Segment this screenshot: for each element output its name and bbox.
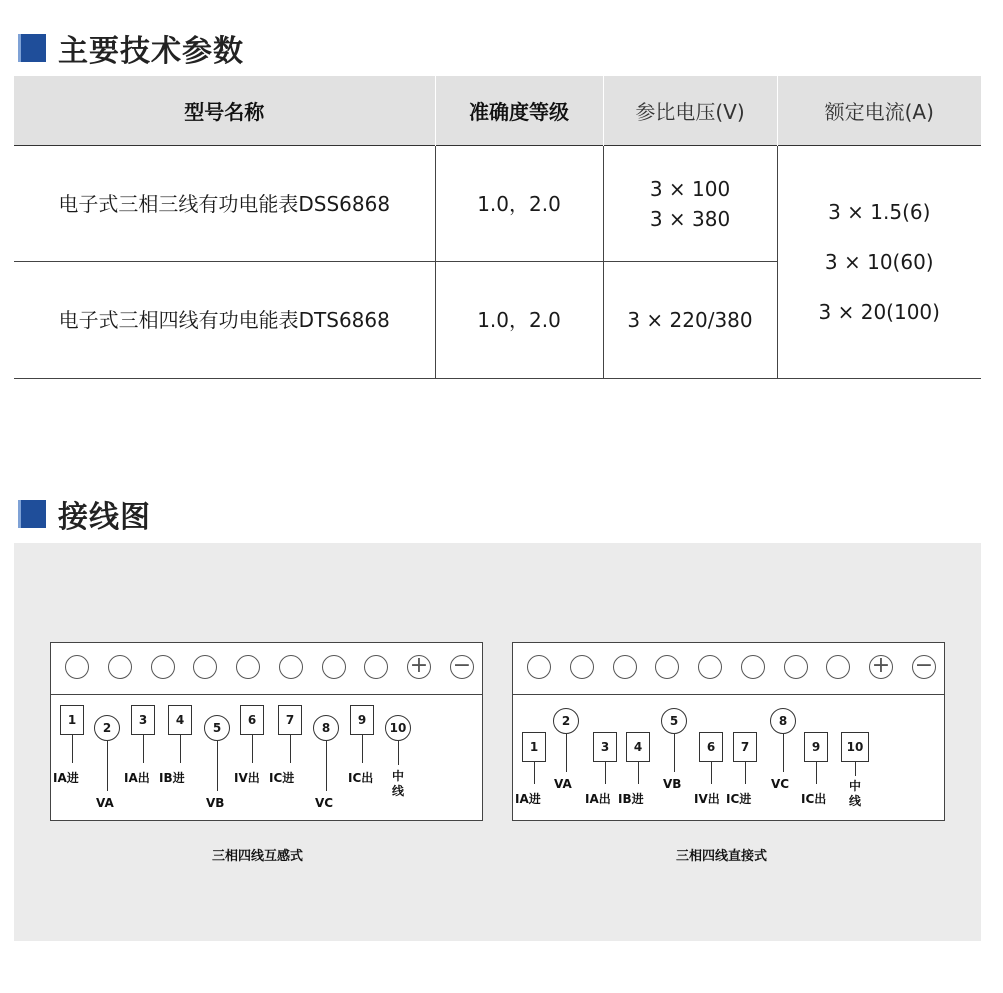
label-va: VA <box>554 777 572 791</box>
terminal-screw-icon <box>108 655 132 679</box>
terminal-screw-icon <box>613 655 637 679</box>
terminal-4: 4 <box>626 732 650 762</box>
label-iv-out: IV出 <box>234 771 260 785</box>
terminal-2: 2 <box>553 708 579 734</box>
wire-line <box>816 762 817 784</box>
label-neutral: 中线 <box>848 779 861 808</box>
wire-line <box>107 741 108 791</box>
terminal-screw-strip <box>51 643 482 695</box>
terminal-screw-icon <box>236 655 260 679</box>
terminal-screw-icon <box>65 655 89 679</box>
wiring-section-title: 接线图 <box>18 492 151 536</box>
label-ia-in: IA进 <box>53 771 79 785</box>
label-ic-in: IC进 <box>726 792 752 806</box>
cell-accuracy: 1.0，2.0 <box>435 262 603 379</box>
terminal-9: 9 <box>804 732 828 762</box>
terminal-8: 8 <box>313 715 339 741</box>
terminal-7: 7 <box>733 732 757 762</box>
cell-current: 3 × 1.5(6) 3 × 10(60) 3 × 20(100) <box>777 146 981 379</box>
label-va: VA <box>96 796 114 810</box>
terminal-block-transformer <box>50 642 483 821</box>
label-ic-out: IC出 <box>801 792 827 806</box>
terminal-screw-icon <box>570 655 594 679</box>
header-accuracy: 准确度等级 <box>435 76 603 146</box>
header-model: 型号名称 <box>14 76 435 146</box>
terminal-screw-icon <box>151 655 175 679</box>
terminal-9: 9 <box>350 705 374 735</box>
section-marker-icon <box>18 34 46 62</box>
terminal-screw-strip <box>513 643 944 695</box>
wire-line <box>362 735 363 763</box>
cell-model: 电子式三相四线有功电能表DTS6868 <box>14 262 435 379</box>
terminal-screw-icon <box>698 655 722 679</box>
terminal-screw-icon <box>527 655 551 679</box>
terminal-10: 10 <box>385 715 411 741</box>
wire-line <box>290 735 291 763</box>
plus-terminal-icon: + <box>407 655 431 679</box>
terminal-screw-icon <box>364 655 388 679</box>
diagram-caption-direct: 三相四线直接式 <box>676 849 768 864</box>
terminal-screw-icon <box>279 655 303 679</box>
cell-voltage: 3 × 100 3 × 380 <box>603 146 777 262</box>
terminal-6: 6 <box>699 732 723 762</box>
cell-model: 电子式三相三线有功电能表DSS6868 <box>14 146 435 262</box>
wire-line <box>711 762 712 784</box>
label-neutral: 中线 <box>391 769 404 798</box>
plus-terminal-icon: + <box>869 655 893 679</box>
label-ia-in: IA进 <box>515 792 541 806</box>
label-ic-out: IC出 <box>348 771 374 785</box>
wire-line <box>252 735 253 763</box>
terminal-3: 3 <box>593 732 617 762</box>
spec-section-title: 主要技术参数 <box>18 26 244 70</box>
terminal-screw-icon <box>826 655 850 679</box>
diagram-caption-transformer: 三相四线互感式 <box>212 849 304 864</box>
wire-line <box>398 741 399 765</box>
terminal-3: 3 <box>131 705 155 735</box>
label-ib-in: IB进 <box>159 771 185 785</box>
terminal-2: 2 <box>94 715 120 741</box>
terminal-screw-icon <box>741 655 765 679</box>
terminal-block-direct <box>512 642 945 821</box>
wire-line <box>217 741 218 791</box>
spec-table <box>14 76 981 379</box>
wire-line <box>638 762 639 784</box>
label-iv-out: IV出 <box>694 792 720 806</box>
terminal-screw-icon <box>193 655 217 679</box>
terminal-screw-icon <box>784 655 808 679</box>
terminal-5: 5 <box>204 715 230 741</box>
terminal-8: 8 <box>770 708 796 734</box>
wire-line <box>326 741 327 791</box>
header-voltage: 参比电压(V) <box>603 76 777 146</box>
wire-line <box>783 734 784 772</box>
terminal-screw-icon <box>322 655 346 679</box>
section-marker-icon <box>18 500 46 528</box>
wire-line <box>674 734 675 772</box>
terminal-1: 1 <box>60 705 84 735</box>
wire-line <box>180 735 181 763</box>
wire-line <box>72 735 73 763</box>
wire-line <box>855 762 856 776</box>
terminal-7: 7 <box>278 705 302 735</box>
wire-line <box>605 762 606 784</box>
terminal-6: 6 <box>240 705 264 735</box>
cell-accuracy: 1.0，2.0 <box>435 146 603 262</box>
terminal-10: 10 <box>841 732 869 762</box>
terminal-5: 5 <box>661 708 687 734</box>
label-ia-out: IA出 <box>585 792 611 806</box>
table-header-row <box>14 76 981 146</box>
label-vc: VC <box>315 796 334 810</box>
terminal-1: 1 <box>522 732 546 762</box>
label-ic-in: IC进 <box>269 771 295 785</box>
wire-line <box>143 735 144 763</box>
label-ib-in: IB进 <box>618 792 644 806</box>
header-current: 额定电流(A) <box>777 76 981 146</box>
label-ia-out: IA出 <box>124 771 150 785</box>
minus-terminal-icon: − <box>912 655 936 679</box>
label-vb: VB <box>206 796 225 810</box>
wire-line <box>534 762 535 784</box>
wire-line <box>566 734 567 772</box>
table-row <box>14 146 981 262</box>
label-vb: VB <box>663 777 682 791</box>
cell-voltage: 3 × 220/380 <box>603 262 777 379</box>
wire-line <box>745 762 746 784</box>
minus-terminal-icon: − <box>450 655 474 679</box>
label-vc: VC <box>771 777 790 791</box>
terminal-screw-icon <box>655 655 679 679</box>
terminal-4: 4 <box>168 705 192 735</box>
